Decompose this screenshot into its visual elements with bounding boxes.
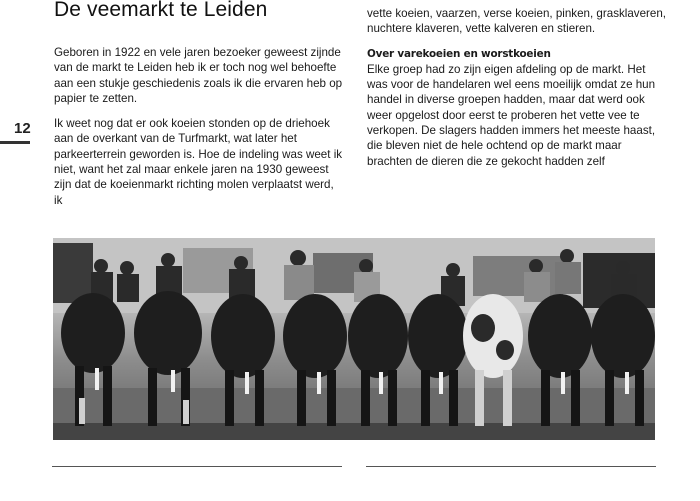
- margin-rule: [0, 141, 30, 144]
- article-title: De veemarkt te Leiden: [54, 0, 268, 21]
- right-column: [367, 6, 667, 179]
- footer-rule-right: [366, 466, 656, 467]
- right-paragraph-2: Elke groep had zo zijn eigen afdeling op de markt. Het was voor de handelaren wel eens moeilijk omdat ze hun handel in diverse groepen hadden, maar dat werd ook weer opgelost door eerst te proberen het vette vee te verkopen. De slagers hadden immers het meeste haast, die bleven niet de hele ochtend op de markt maar brachten de dieren die ze gekocht hadden zelf: [367, 62, 656, 168]
- cattle-market-photo: [53, 238, 655, 440]
- left-paragraph-2: Ik weet nog dat er ook koeien stonden op de driehoek aan de overkant van de Turfmarkt, wat later het parkeerterrein geworden is. Hoe de indeling was weet ik niet, want het zal maar enkele jaren na 1930 geweest zijn dat de koeienmarkt richting molen verplaatst werd, ik: [54, 117, 343, 207]
- section-subheading: Over varekoeien en worstkoeien: [367, 47, 551, 60]
- footer-rule-left: [52, 466, 342, 467]
- right-paragraph-1: vette koeien, vaarzen, verse koeien, pinken, grasklaveren, nuchtere klaveren, vette kalveren en stieren.: [367, 7, 667, 36]
- left-column: [54, 45, 344, 218]
- left-paragraph-1: Geboren in 1922 en vele jaren bezoeker geweest zijnde van de markt te Leiden heb ik er toch nog wel behoefte aan een stukje geschiedenis zoals ik die ervaren heb op papier te zetten.: [54, 46, 343, 105]
- page-number: 12: [14, 120, 31, 137]
